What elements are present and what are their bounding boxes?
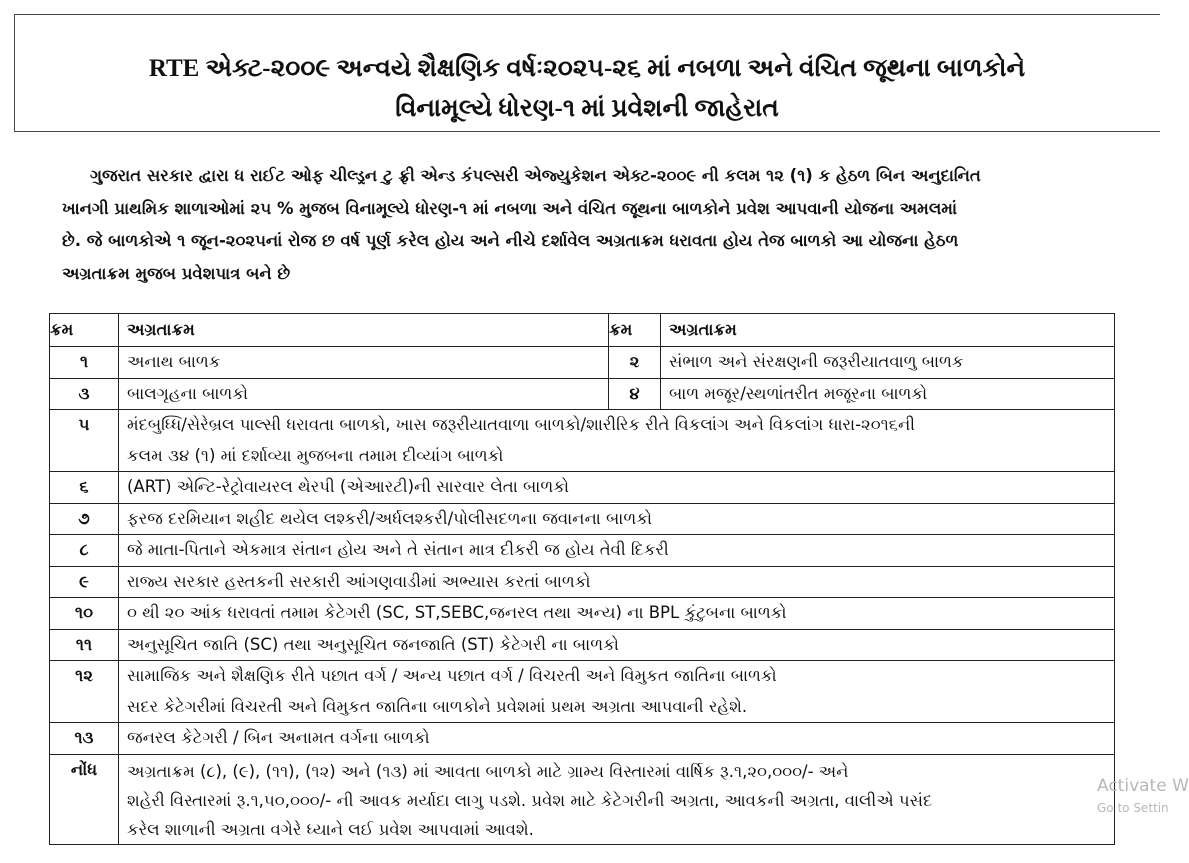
row-number: ૧૧ — [50, 629, 119, 661]
row-text: બાળ મજૂર/સ્થળાંતરીત મજૂરના બાળકો — [661, 378, 1115, 410]
priority-table — [49, 313, 1115, 845]
row-text-line: સામાજિક અને શૈક્ષણિક રીતે પછાત વર્ગ / અન્ય પછાત વર્ગ / વિચરતી અને વિમુકત જાતિના બાળકો — [127, 666, 777, 685]
note-text-line: શહેરી વિસ્તારમાં રૂ.૧,૫૦,૦૦૦/- ની આવક મર્યાદા લાગુ પડશે. પ્રવેશ માટે કેટેગરીની અગ્રતા, આવકની અગ્રતા, વાલીએ પસંદ — [127, 790, 933, 810]
row-text: રાજ્ય સરકાર હસ્તકની સરકારી આંગણવાડીમાં અભ્યાસ કરતાં બાળકો — [119, 566, 1115, 598]
table-row — [50, 723, 1115, 755]
note-row — [50, 754, 1115, 844]
row-text — [119, 410, 1115, 472]
row-text: ૦ થી ૨૦ આંક ધરાવતાં તમામ કેટેગરી (SC, ST,SEBC,જનરલ તથા અન્ય) ના BPL કુંટુબના બાળકો — [119, 598, 1115, 630]
row-number: ૫ — [50, 410, 119, 472]
row-number: ૭ — [50, 503, 119, 535]
row-text: જે માતા-પિતાને એકમાત્ર સંતાન હોય અને તે સંતાન માત્ર દીકરી જ હોય તેવી દિકરી — [119, 535, 1115, 567]
header-priority-1: અગ્રતાક્રમ — [119, 314, 609, 347]
row-text-line: મંદબુધ્ધિ/સેરેબ્રલ પાલ્સી ધરાવતા બાળકો, ખાસ જરૂરીયાતવાળા બાળકો/શારીરિક રીતે વિકલાંગ અને વિકલાંગ ધારા-૨૦૧૬ની — [127, 415, 915, 434]
note-text — [119, 754, 1115, 844]
row-number: ૧ — [50, 347, 119, 379]
page-title-line-1: RTE એક્ટ-૨૦૦૯ અન્વયે શૈક્ષણિક વર્ષઃ૨૦૨૫-૨૬ માં નબળા અને વંચિત જૂથના બાળકોને — [148, 55, 1026, 82]
table-row — [50, 472, 1115, 504]
row-text — [119, 661, 1115, 723]
table-row — [50, 410, 1115, 472]
row-text: જનરલ કેટેગરી / બિન અનામત વર્ગના બાળકો — [119, 723, 1115, 755]
intro-line-4: અગ્રતાક્રમ મુજબ પ્રવેશપાત્ર બને છે — [62, 264, 291, 283]
row-number: ૧૦ — [50, 598, 119, 630]
row-text: (ART) એન્ટિ-રેટ્રોવાયરલ થેરપી (એઆરટી)ની સારવાર લેતા બાળકો — [119, 472, 1115, 504]
row-text: ફરજ દરમિયાન શહીદ થયેલ લશ્કરી/અર્ધલશ્કરી/પોલીસદળના જવાનના બાળકો — [119, 503, 1115, 535]
table-row — [50, 347, 1115, 379]
row-text: અનુસૂચિત જાતિ (SC) તથા અનુસૂચિત જનજાતિ (ST) કેટેગરી ના બાળકો — [119, 629, 1115, 661]
header-priority-2: અગ્રતાક્રમ — [661, 314, 1115, 347]
note-label: નોંધ — [50, 754, 119, 844]
row-number: ૧૩ — [50, 723, 119, 755]
table-row — [50, 535, 1115, 567]
header-num-1: ક્રમ — [50, 314, 119, 347]
watermark-line-2: Go to Settin — [1097, 801, 1169, 815]
intro-line-1: ગુજરાત સરકાર દ્વારા ધ રાઈટ ઓફ ચીલ્ડ્રન ટુ ફ્રી એન્ડ કંપલ્સરી એજ્યુકેશન એક્ટ-૨૦૦૯ ની કલમ ૧૨ (૧) ક હેઠળ બિન અનુદાનિત — [90, 166, 981, 185]
row-number: ૧૨ — [50, 661, 119, 723]
activate-windows-watermark — [1097, 775, 1189, 819]
row-text-line: કલમ ૩૪ (૧) માં દર્શાવ્યા મુજબના તમામ દીવ્યાંગ બાળકો — [127, 445, 504, 465]
note-text-line: કરેલ શાળાની અગ્રતા વગેરે ધ્યાને લઈ પ્રવેશ આપવામાં આવશે. — [127, 819, 534, 839]
table-row — [50, 661, 1115, 723]
header-num-2: ક્રમ — [609, 314, 661, 347]
table-row — [50, 566, 1115, 598]
row-number: ૬ — [50, 472, 119, 504]
row-number: ૮ — [50, 535, 119, 567]
intro-line-3: છે. જે બાળકોએ ૧ જૂન-૨૦૨૫નાં રોજ છ વર્ષ પૂર્ણ કરેલ હોય અને નીચે દર્શાવેલ અગ્રતાક્રમ ધરાવતા હોય તેજ બાળકો આ યોજના હેઠળ — [62, 231, 959, 250]
table-row — [50, 598, 1115, 630]
row-text: અનાથ બાળક — [119, 347, 609, 379]
row-text: બાલગૃહના બાળકો — [119, 378, 609, 410]
page-title-line-2: વિનામૂલ્યે ધોરણ-૧ માં પ્રવેશની જાહેરાત — [395, 95, 779, 122]
table-row — [50, 378, 1115, 410]
intro-line-2: ખાનગી પ્રાથમિક શાળાઓમાં ૨૫ % મુજબ વિનામૂલ્યે ધોરણ-૧ માં નબળા અને વંચિત જૂથના બાળકોને પ્રવેશ આપવાની યોજના અમલમાં — [62, 199, 958, 218]
row-number: ૩ — [50, 378, 119, 410]
note-text-line: અગ્રતાક્રમ (૮), (૯), (૧૧), (૧૨) અને (૧૩) માં આવતા બાળકો માટે ગ્રામ્ય વિસ્તારમાં વાર્ષિક રૂ.૧,૨૦,૦૦૦/- અને — [127, 761, 849, 781]
row-number: ૪ — [609, 378, 661, 410]
row-text-line: સદર કેટેગરીમાં વિચરતી અને વિમુકત જાતિના બાળકોને પ્રવેશમાં પ્રથમ અગ્રતા આપવાની રહેશે. — [127, 696, 748, 716]
row-number: ૨ — [609, 347, 661, 379]
table-row — [50, 503, 1115, 535]
table-header-row — [50, 314, 1115, 347]
row-text: સંભાળ અને સંરક્ષણની જરૂરીયાતવાળુ બાળક — [661, 347, 1115, 379]
row-number: ૯ — [50, 566, 119, 598]
watermark-line-1: Activate W — [1097, 776, 1189, 796]
table-row — [50, 629, 1115, 661]
